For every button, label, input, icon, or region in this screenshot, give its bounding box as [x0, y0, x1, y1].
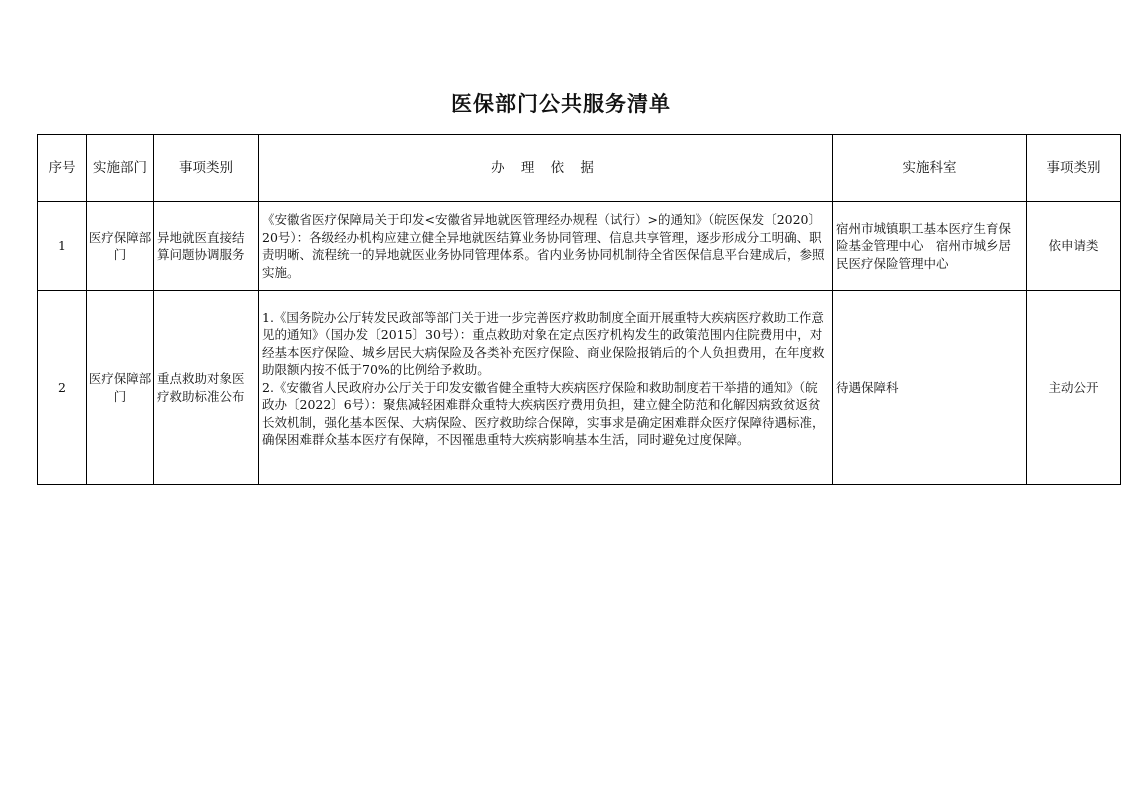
row-seq: 2: [38, 291, 87, 485]
row-basis-cell: [259, 291, 833, 485]
row-category: 依申请类: [1027, 202, 1121, 291]
row-item: 异地就医直接结算问题协调服务: [154, 202, 259, 291]
header-department: 实施部门: [87, 135, 154, 202]
service-list-table: [37, 134, 1121, 485]
row-seq: 1: [38, 202, 87, 291]
row-department: 医疗保障部门: [87, 202, 154, 291]
row-department: 医疗保障部门: [87, 291, 154, 485]
table-row: [38, 202, 1121, 291]
header-seq: 序号: [38, 135, 87, 202]
row-basis: 《安徽省医疗保障局关于印发<安徽省异地就医管理经办规程（试行）>的通知》（皖医保发〔2020〕20号）：各级经办机构应建立健全异地就医结算业务协同管理、信息共享管理，逐步形成分工明确、职责明晰、流程统一的异地就医业务协同管理体系。省内业务协同机制待全省医保信息平台建成后，参照实施。: [259, 202, 833, 291]
page-title: 医保部门公共服务清单: [451, 92, 671, 116]
row-item: 重点救助对象医疗救助标准公布: [154, 291, 259, 485]
row-basis: 1.《国务院办公厅转发民政部等部门关于进一步完善医疗救助制度全面开展重特大疾病医疗救助工作意见的通知》（国办发〔2015〕30号）：重点救助对象在定点医疗机构发生的政策范围内住院费用中，对经基本医疗保险、城乡居民大病保险及各类补充医疗保险、商业保险报销后的个人负担费用，在年度救助限额内按不低于70%的比例给予救助。 2.《安徽省人民政府办公厅关于印发安徽省健全重特大疾病医疗保险和救助制度若干举措的通知》（皖政办〔2022〕6号）：聚焦减轻困难群众重特大疾病医疗费用负担，建立健全防范和化解因病致贫返贫长效机制，强化基本医保、大病保险、医疗救助综合保障，实事求是确定困难群众医疗保障待遇标准，确保困难群众基本医疗有保障，不因罹患重特大疾病影响基本生活，同时避免过度保障。: [262, 309, 825, 447]
table-row: [38, 291, 1121, 485]
header-basis: 办 理 依 据: [259, 135, 833, 202]
header-item-type: 事项类别: [154, 135, 259, 202]
header-category: 事项类别: [1027, 135, 1121, 202]
header-office: 实施科室: [833, 135, 1027, 202]
row-category: 主动公开: [1027, 291, 1121, 485]
table-header-row: [38, 135, 1121, 202]
row-office: 待遇保障科: [833, 291, 1027, 485]
row-office: 宿州市城镇职工基本医疗生育保险基金管理中心 宿州市城乡居民医疗保险管理中心: [833, 202, 1027, 291]
